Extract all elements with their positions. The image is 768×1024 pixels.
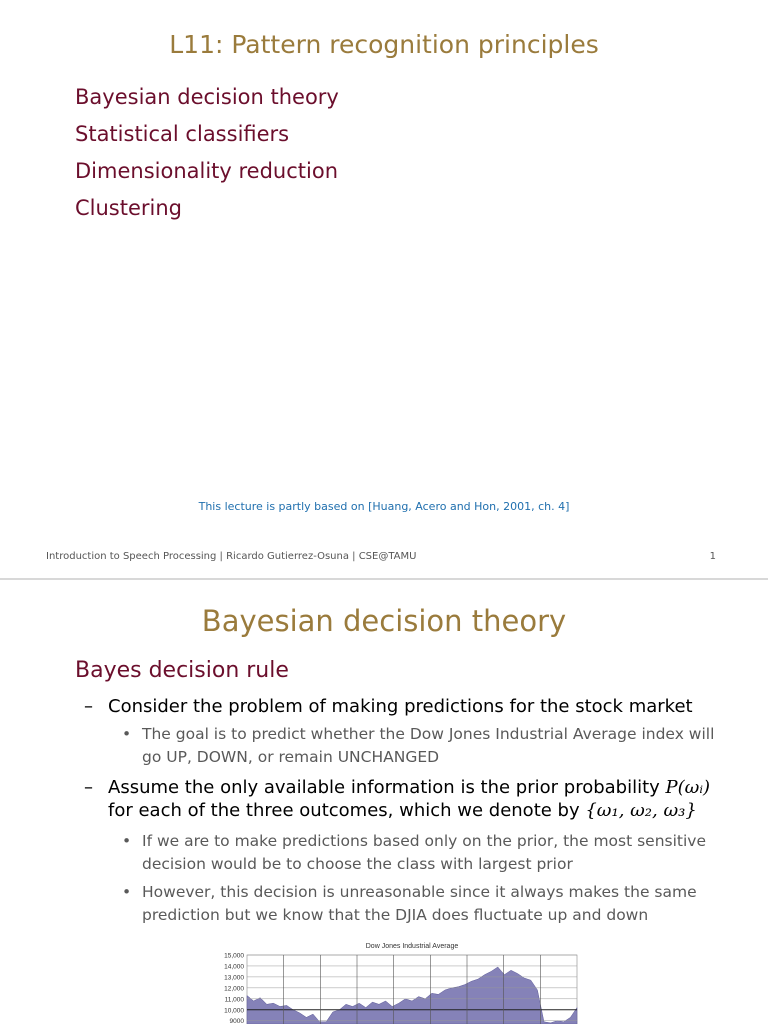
- sub-bullet-point: [122, 830, 727, 875]
- math-expression: {ω₁, ω₂, ω₃}: [585, 800, 697, 821]
- section-heading: Bayes decision rule: [75, 658, 289, 683]
- sub-bullet-text: The goal is to predict whether the Dow Jones Industrial Average index will go UP, DOWN, or remain UNCHANGED: [142, 725, 715, 766]
- y-tick-label: 11,000: [224, 996, 244, 1004]
- bullet-point: [84, 776, 724, 822]
- djia-chart: [205, 938, 585, 1024]
- bullet-point: [84, 695, 724, 718]
- bullet-text: for each of the three outcomes, which we denote by: [108, 800, 586, 821]
- slide-footer: Introduction to Speech Processing | Ricardo Gutierrez-Osuna | CSE@TAMU: [46, 551, 417, 562]
- slide-1-title: L11: Pattern recognition principles: [169, 30, 599, 59]
- bullet-marker: •: [122, 725, 132, 743]
- bullet-text: Consider the problem of making predictions for the stock market: [108, 696, 693, 717]
- sub-bullet-point: [122, 881, 727, 926]
- y-tick-label: 9000: [229, 1018, 244, 1024]
- topic-item: Statistical classifiers: [75, 122, 290, 146]
- y-tick-label: 12,000: [224, 985, 244, 993]
- topic-list: [75, 82, 339, 230]
- sub-bullet-point: [122, 723, 727, 768]
- math-expression: P(ωᵢ): [665, 777, 710, 798]
- topic-item: Bayesian decision theory: [75, 85, 339, 109]
- bullet-marker: •: [122, 832, 132, 850]
- y-tick-label: 13,000: [224, 974, 244, 982]
- sub-bullet-text: If we are to make predictions based only on the prior, the most sensitive decision would be to choose the class with largest prior: [142, 832, 707, 873]
- topic-item: Dimensionality reduction: [75, 159, 339, 183]
- dash-marker: –: [84, 777, 93, 798]
- lecture-credit: This lecture is partly based on [Huang, Acero and Hon, 2001, ch. 4]: [198, 500, 570, 513]
- sub-bullet-text: However, this decision is unreasonable since it always makes the same prediction but we know that the DJIA does fluctuate up and down: [142, 883, 697, 924]
- bullet-marker: •: [122, 883, 132, 901]
- y-tick-label: 10,000: [224, 1007, 244, 1015]
- y-tick-label: 14,000: [224, 963, 244, 971]
- chart-title: Dow Jones Industrial Average: [365, 943, 459, 950]
- bullet-text: Assume the only available information is the prior probability: [108, 777, 666, 798]
- page-number: 1: [709, 551, 716, 562]
- topic-item: Clustering: [75, 196, 183, 220]
- slide-2-title: Bayesian decision theory: [201, 604, 567, 638]
- dash-marker: –: [84, 696, 93, 717]
- y-tick-label: 15,000: [224, 952, 244, 960]
